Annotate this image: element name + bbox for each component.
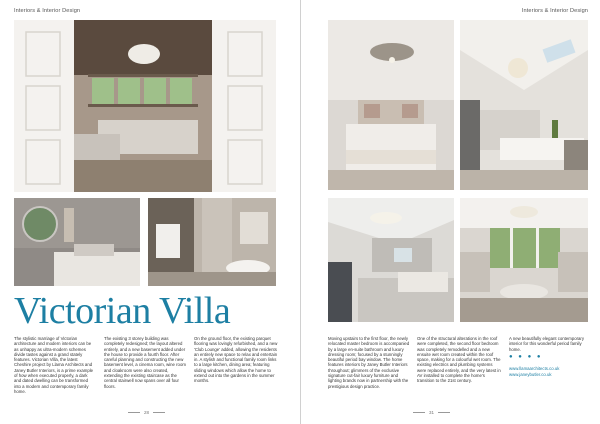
right-page — [300, 0, 600, 424]
bay-window-lounge-photo — [460, 198, 588, 322]
lounge-photo — [14, 20, 276, 192]
right-page-column-2: One of the structural alterations in the roof were completed, the second floor bedroom was completely remodelled and a new ensuite wet room created within the roof space, making for a colourful wet room. The existing electrics and plumbing systems were replaced entirely, and the very latest in AV installed to complete the home's transition to the 21st century. — [417, 336, 501, 384]
right-page-column-1: Moving upstairs to the first floor, the newly relocated master bedroom is accompanied by a large en-suite bathroom and luxury dressing room; focused by a stunningly beautiful period bay window. The home features interiors by Janey Butler Interiors throughout; glimmers of the exclusive signature cut-fair luxury furniture and lighting brands now in partnership with the prestigious design practice. — [328, 336, 410, 389]
bathroom-photo — [148, 198, 276, 286]
right-page-header: Interiors & Interior Design — [521, 8, 588, 14]
article-title: Victorian Villa — [14, 290, 231, 332]
bedroom-mirror-photo — [14, 198, 140, 286]
decorative-dots: ● ● ● ● — [509, 354, 543, 360]
left-page-column-2: The existing 3 storey building was completely redesigned; the layout altered entirely, and a new basement added under the house to provide a fourth floor. After careful planning and constructing the new basement level, a cinema room, wine room and cloakroom were also created, extending the existing staircase as the central stairwell now spans over all four floors. — [104, 336, 186, 389]
right-page-column-3: A new beautifully elegant contemporary interior for this wonderful period family home. — [509, 336, 585, 352]
kitchen-photo — [460, 20, 588, 190]
loft-room-photo — [328, 198, 454, 322]
left-page-column-1: The stylistic marriage of Victorian architecture and modern interiors can be as unhappy as ultra-modern schemes divide tastes against a grand stately features. Victorian Villa, the latest Cheshire project by Llama Architects and Janey Butler Interiors, is a prime example of how when executed properly, a dark and dated dwelling can be transformed into a modern and contemporary family home. — [14, 336, 94, 394]
left-page-column-3: On the ground floor, the existing parquet flooring was lovingly refurbished, and a new 'Club Lounge' added, allowing the residents an entirely new space to relax and entertain in. A stylish and functional family room links to a large kitchen, dining area; featuring sliding windows which allow the home to extend out into the gardens in the summer months. — [194, 336, 278, 384]
master-bedroom-photo — [328, 20, 454, 190]
llama-architects-link[interactable]: www.llamaarchitects.co.uk — [509, 366, 560, 371]
janey-butler-link[interactable]: www.janeybutler.co.uk — [509, 372, 552, 377]
left-page-number: 28 — [128, 410, 165, 415]
left-page-header: Interiors & Interior Design — [14, 8, 81, 14]
right-page-number: 31 — [413, 410, 450, 415]
